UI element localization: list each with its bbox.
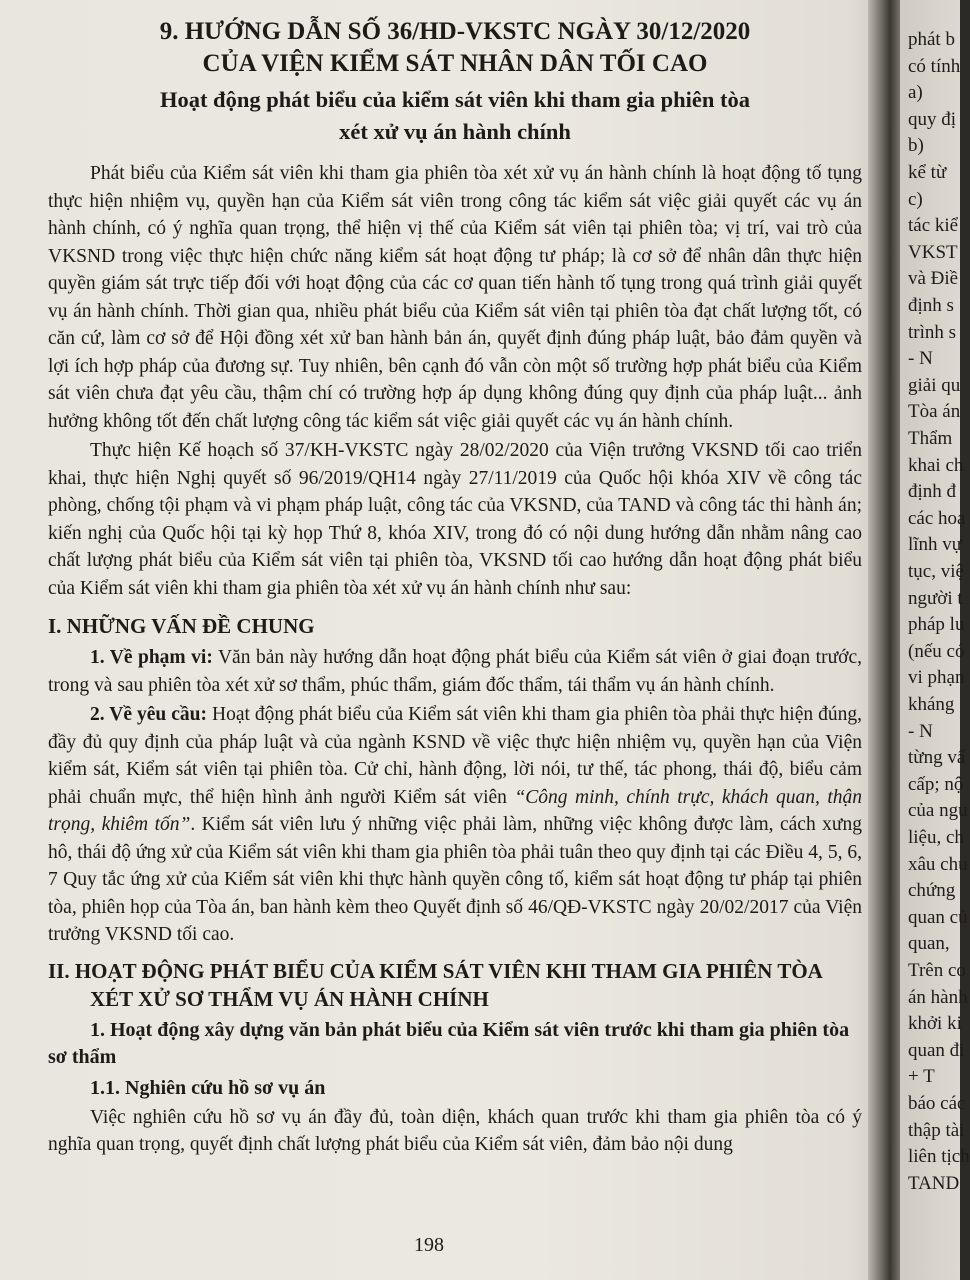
adjacent-page-fragment: c) [908, 188, 923, 210]
adjacent-page-fragment: (nếu có [908, 640, 965, 662]
adjacent-page-fragment: định đ [908, 481, 957, 503]
adjacent-page-fragment: quy đị [908, 108, 957, 130]
adjacent-page-fragment: tục, việ [908, 561, 964, 582]
document-subheading [48, 84, 862, 148]
requirements-quote: “Công minh, chính trực, khách quan, thận trọng, khiêm tốn” [48, 786, 862, 835]
adjacent-page-fragment: quan, [908, 933, 950, 955]
adjacent-page-fragment: của ngu [908, 800, 968, 822]
heading-line-1: 9. HƯỚNG DẪN SỐ 36/HD-VKSTC NGÀY 30/12/2020 [159, 18, 751, 45]
adjacent-page-fragment: kể từ [908, 162, 947, 183]
adjacent-page-fragment: án hành [908, 986, 968, 1008]
section-1-title: I. NHỮNG VẤN ĐỀ CHUNG [48, 614, 315, 638]
adjacent-page-fragment: lĩnh vự [908, 534, 963, 556]
adjacent-page-fragment: VKST [908, 241, 958, 263]
requirements-text-b: . Kiểm sát viên lưu ý những việc phải làm, những việc không được làm, cách xưng hô, thái độ ứng xử của Kiểm sát viên khi tham gia phiên tòa phải tuân theo quy định tại các Điều 4, 5, 6, 7 Quy tắc ứng xử của Kiểm sát viên khi thực hành quyền công tố, kiểm sát hoạt động tư pháp tại phiên tòa, phiên họp của Tòa án, ban hành kèm theo Quyết định số 46/QĐ-VKSTC ngày 20/02/2017 của Viện trưởng VKSND tối cao. [48, 814, 862, 945]
adjacent-page-fragment: Thẩm [908, 428, 953, 449]
adjacent-page-fragment: quan củ [908, 906, 968, 928]
adjacent-page-fragment: định s [908, 295, 954, 316]
intro-paragraph: Phát biểu của Kiểm sát viên khi tham gia phiên tòa xét xử vụ án hành chính là hoạt động tố tụng thực hiện nhiệm vụ, quyền hạn của Kiểm sát viên trong công tác kiểm sát việc giải quyết các vụ án hành chính, có ý nghĩa quan trọng, thể hiện vị thế của Kiểm sát viên tại phiên tòa; vị trí, vai trò của VKSND trong việc thực hiện chức năng kiểm sát hoạt động tư pháp; là cơ sở để nhân dân thực hiện quyền giám sát trực tiếp đối với hoạt động của các cơ quan tiến hành tố tụng trong quá trình giải quyết vụ án hành chính. Thời gian qua, nhiều phát biểu của Kiểm sát viên tại phiên tòa đạt chất lượng tốt, có căn cứ, làm cơ sở để Hội đồng xét xử ban hành bản án, quyết định đúng pháp luật, bảo đảm quyền và lợi ích hợp pháp của đương sự. Tuy nhiên, bên cạnh đó vẫn còn một số trường hợp phát biểu của Kiểm sát viên chưa đạt yêu cầu, thậm chí có trường hợp áp dụng không đúng quy định của pháp luật... ảnh hưởng không tốt đến chất lượng công tác kiểm sát việc giải quyết các vụ án hành chính. [48, 163, 862, 432]
adjacent-page-fragment: từng vấ [908, 747, 966, 769]
adjacent-page-fragment: Trên co [908, 960, 966, 981]
adjacent-page-fragment: chứng [908, 880, 956, 902]
adjacent-page-fragment: b) [908, 135, 924, 157]
adjacent-page-fragment: các hoạ [908, 507, 966, 529]
adjacent-page-fragment: - N [908, 720, 933, 742]
requirements-paragraph [48, 701, 862, 949]
adjacent-page-fragment: khai ch [908, 454, 964, 476]
adjacent-page-fragment: pháp lu [908, 614, 965, 636]
requirements-lead: 2. Về yêu cầu: [90, 704, 208, 725]
adjacent-page-fragment: có tính [908, 55, 961, 77]
adjacent-page-fragment: liệu, ch [908, 827, 964, 848]
implementation-paragraph: Thực hiện Kế hoạch số 37/KH-VKSTC ngày 28/02/2020 của Viện trưởng VKSND tối cao triển khai, thực hiện Nghị quyết số 96/2019/QH14 ngày 27/11/2019 của Quốc hội khóa XIV về công tác phòng, chống tội phạm và vi phạm pháp luật, công tác của VKSND, của TAND và công tác thi hành án; kiến nghị của Quốc hội tại kỳ họp Thứ 8, khóa XIV, trong đó có nội dung hướng dẫn nhằm nâng cao chất lượng phát biểu của Kiểm sát viên tại phiên tòa, VKSND tối cao hướng dẫn hoạt động phát biểu của Kiểm sát viên khi tham gia phiên tòa xét xử vụ án hành chính như sau: [48, 440, 862, 599]
adjacent-page-fragment: + T [908, 1066, 935, 1088]
adjacent-page-fragment: liên tịch [908, 1146, 970, 1168]
adjacent-page-fragment: xâu chu [908, 853, 968, 875]
adjacent-page-fragment: báo các [908, 1093, 966, 1114]
page-number [0, 1234, 884, 1257]
document-heading [48, 16, 862, 80]
adjacent-page-fragment: quan đi [908, 1039, 965, 1061]
adjacent-page-fragment: giải qu [908, 374, 961, 396]
adjacent-page-fragment: - N [908, 348, 933, 370]
adjacent-page-fragment: và Điề [908, 268, 959, 290]
adjacent-page-fragment: TAND [908, 1172, 960, 1194]
section-2-title: II. HOẠT ĐỘNG PHÁT BIỂU CỦA KIỂM SÁT VIÊN KHI THAM GIA PHIÊN TÒA XÉT XỬ SƠ THẨM VỤ ÁN HÀNH CHÍNH [48, 958, 822, 1011]
adjacent-page-fragment: thập tài [908, 1119, 965, 1141]
adjacent-page-fragment: tác kiể [908, 215, 959, 237]
subheading-line-2: xét xử vụ án hành chính [339, 119, 571, 144]
adjacent-page-edge [900, 0, 970, 1280]
adjacent-page-fragment: a) [908, 82, 923, 104]
case-file-paragraph: Việc nghiên cứu hồ sơ vụ án đầy đủ, toàn diện, khách quan trước khi tham gia phiên tòa có ý nghĩa quan trọng, quyết định chất lượng phát biểu của Kiểm sát viên, đảm bảo nội dung [48, 1106, 862, 1155]
page-number-text: 198 [414, 1234, 444, 1256]
adjacent-page-fragment: cấp; nộ [908, 773, 964, 795]
subsection-1-title: 1. Hoạt động xây dựng văn bản phát biểu của Kiểm sát viên trước khi tham gia phiên tòa sơ thẩm [48, 1018, 850, 1068]
adjacent-page-fragment: khởi ki [908, 1013, 962, 1035]
adjacent-page-fragment: trình s [908, 321, 957, 343]
page-content [48, 16, 862, 1159]
adjacent-page-fragment: phát b [908, 29, 955, 50]
subheading-line-1: Hoạt động phát biểu của kiểm sát viên khi tham gia phiên tòa [159, 87, 751, 112]
adjacent-page-fragment: kháng [908, 694, 955, 715]
adjacent-page-fragment: người t [908, 587, 963, 609]
adjacent-page-fragment: vi phạn [908, 667, 965, 689]
scope-paragraph [48, 644, 862, 699]
heading-line-2: CỦA VIỆN KIỂM SÁT NHÂN DÂN TỐI CAO [202, 50, 708, 77]
adjacent-page-fragment: Tòa án [908, 401, 961, 423]
requirements-text-a: Hoạt động phát biểu của Kiểm sát viên khi tham gia phiên tòa phải thực hiện đúng, đầy đủ quy định của pháp luật và của ngành KSND về việc thực hiện nhiệm vụ, quyền hạn của Viện kiểm sát, Kiểm sát viên tại phiên tòa. Cử chỉ, hành động, lời nói, tư thế, tác phong, thái độ, biểu cảm phải chuẩn mực, thể hiện hình ảnh người Kiểm sát viên [48, 704, 862, 808]
scope-lead: 1. Về phạm vi: [90, 647, 213, 668]
scope-text: Văn bản này hướng dẫn hoạt động phát biểu của Kiểm sát viên ở giai đoạn trước, trong và sau phiên tòa xét xử sơ thẩm, phúc thẩm, giám đốc thẩm, tái thẩm vụ án hành chính. [48, 647, 862, 696]
subsection-1-1-title: 1.1. Nghiên cứu hồ sơ vụ án [90, 1076, 326, 1099]
